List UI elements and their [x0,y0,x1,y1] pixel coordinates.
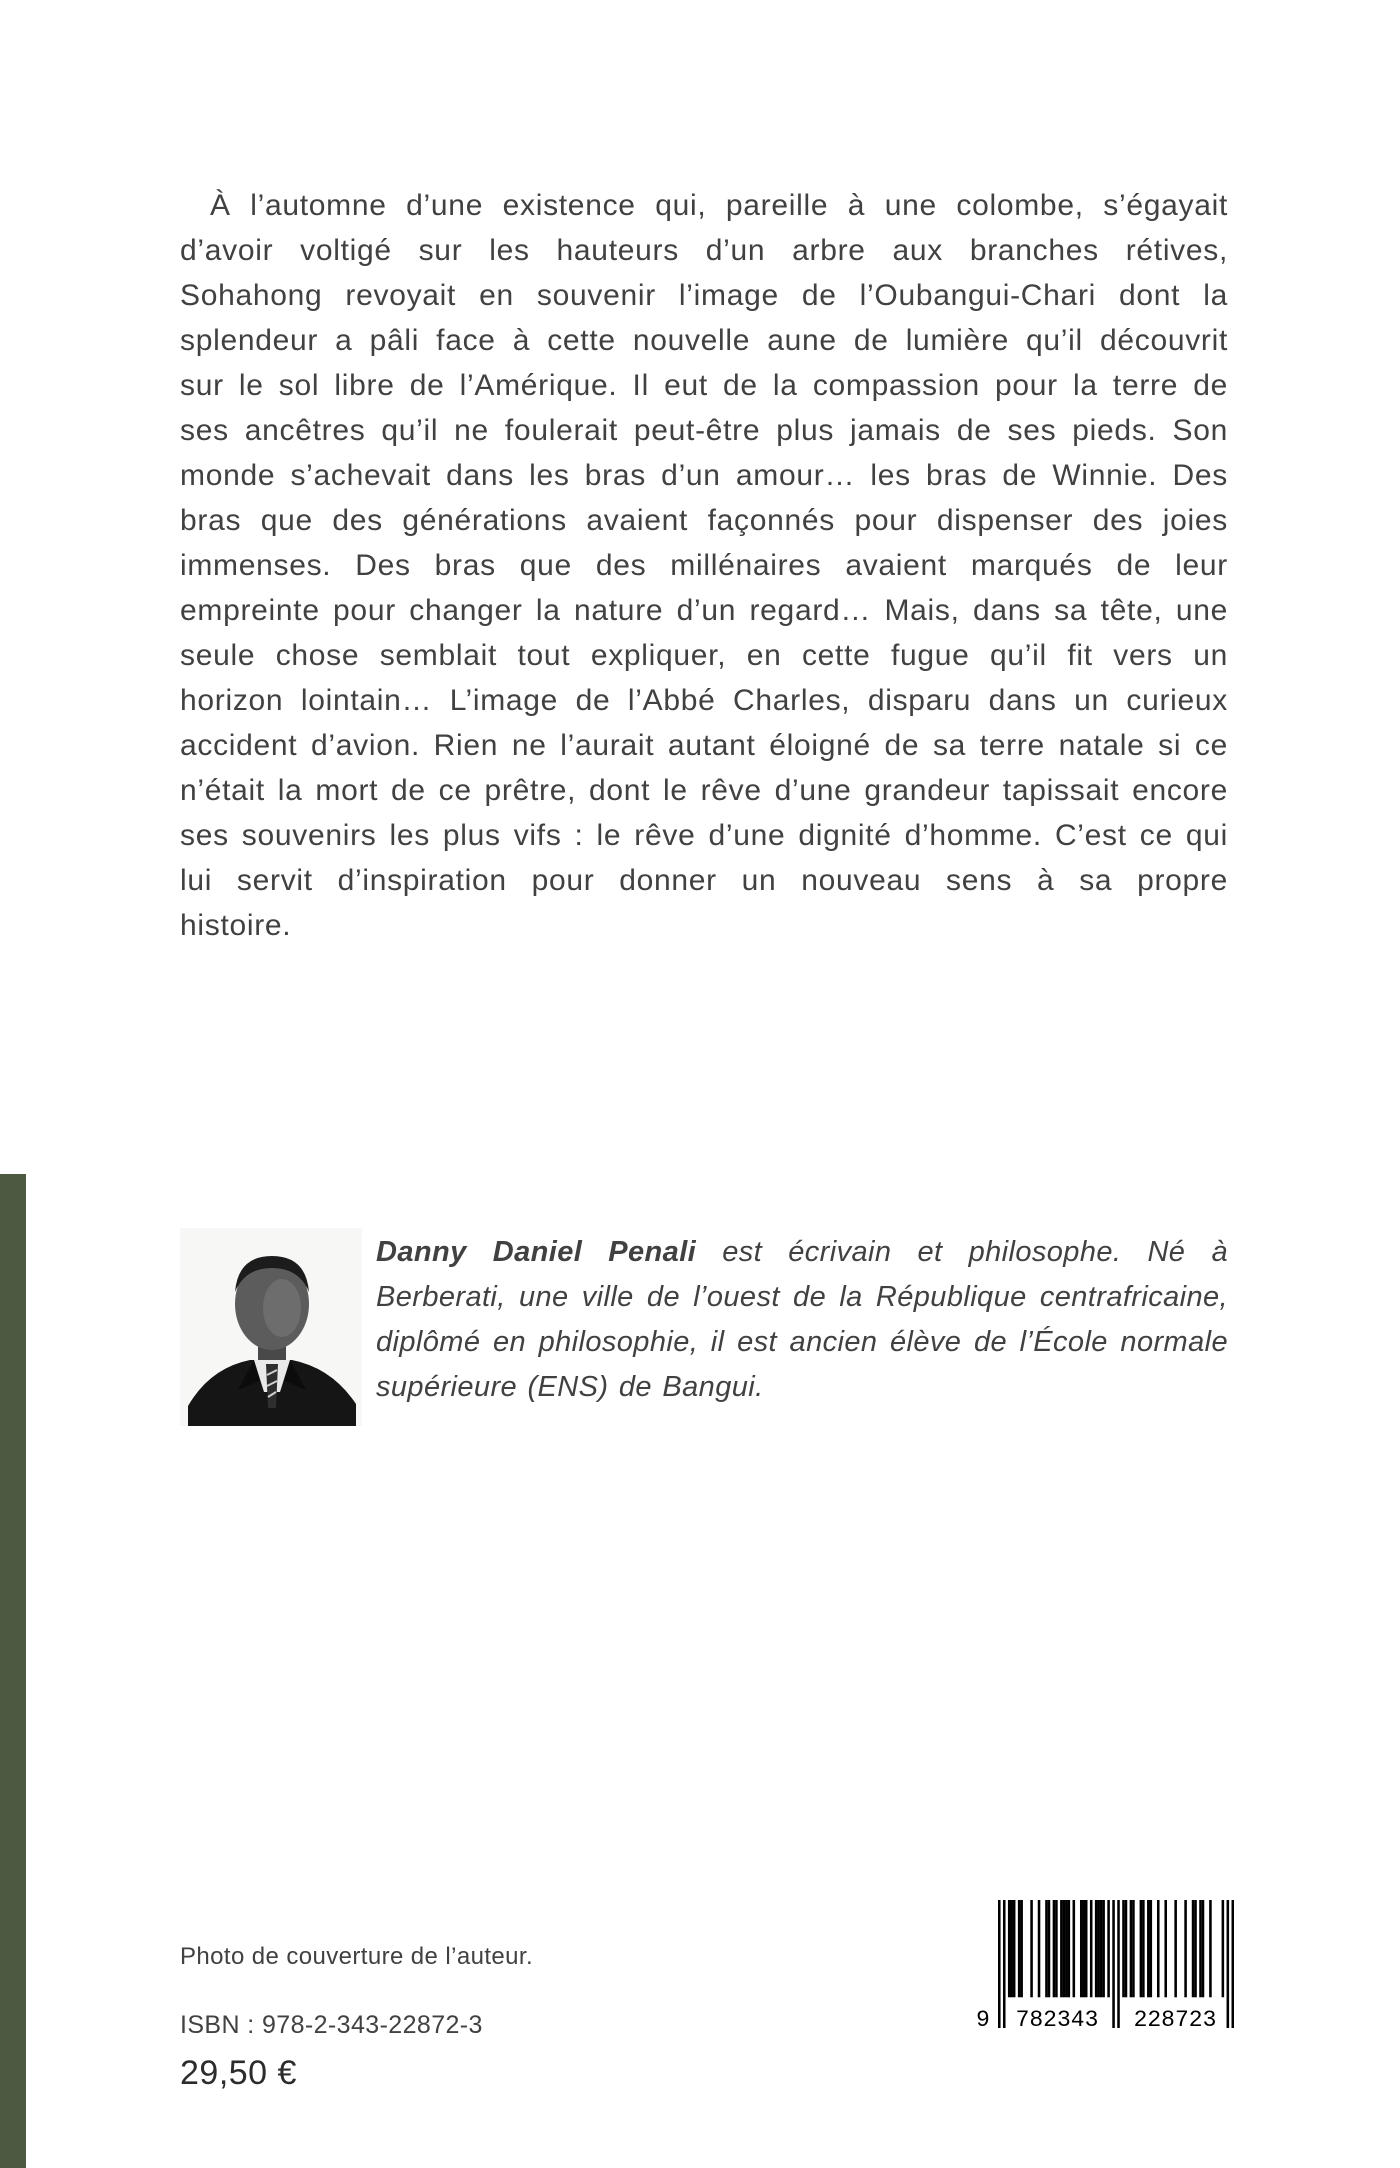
author-bio-text: est écrivain et philosophe. Né à Berberati, une ville de l’ouest de la République centrafricaine, diplômé en philosophie, il est ancien élève de l’École normale supérieure (ENS) de Bangui. [376,1236,1228,1403]
author-section [180,1228,1228,1426]
barcode-digit-prefix: 9 [976,2007,990,2033]
price-text: 29,50 € [180,2054,297,2092]
barcode-digits-left: 782343 [1015,2007,1099,2033]
author-photo [180,1228,362,1426]
author-bio [376,1230,1228,1410]
synopsis-text: À l’automne d’une existence qui, pareille à une colombe, s’égayait d’avoir voltigé sur les hauteurs d’un arbre aux branches rétives, Sohahong revoyait en souvenir l’image de l’Oubangui-Chari dont la splendeur a pâli face à cette nouvelle aune de lumière qu’il découvrit sur le sol libre de l’Amérique. Il eut de la compassion pour la terre de ses ancêtres qu’il ne foulerait peut-être plus jamais de ses pieds. Son monde s’achevait dans les bras d’un amour… les bras de Winnie. Des bras que des générations avaient façonnés pour dispenser des joies immenses. Des bras que des millénaires avaient marqués de leur empreinte pour changer la nature d’un regard… Mais, dans sa tête, une seule chose semblait tout expliquer, en cette fugue qu’il fit vers un horizon lointain… L’image de l’Abbé Charles, disparu dans un curieux accident d’avion. Rien ne l’aurait autant éloigné de sa terre natale si ce n’était la mort de ce prêtre, dont le rêve d’une grandeur tapissait encore ses souvenirs les plus vifs : le rêve d’une dignité d’homme. C’est ce qui lui servit d’inspiration pour donner un nouveau sens à sa propre histoire. [180,189,1228,942]
author-name: Danny Daniel Penali [376,1236,697,1268]
barcode-digits-right: 228723 [1133,2007,1217,2033]
barcode [976,1900,1234,2032]
isbn-text: ISBN : 978-2-343-22872-3 [180,2011,483,2039]
spine-stripe [0,1174,26,2168]
footer-info [180,1943,880,2093]
barcode-number [976,2009,1234,2032]
photo-credit: Photo de couverture de l’auteur. [180,1943,534,1970]
